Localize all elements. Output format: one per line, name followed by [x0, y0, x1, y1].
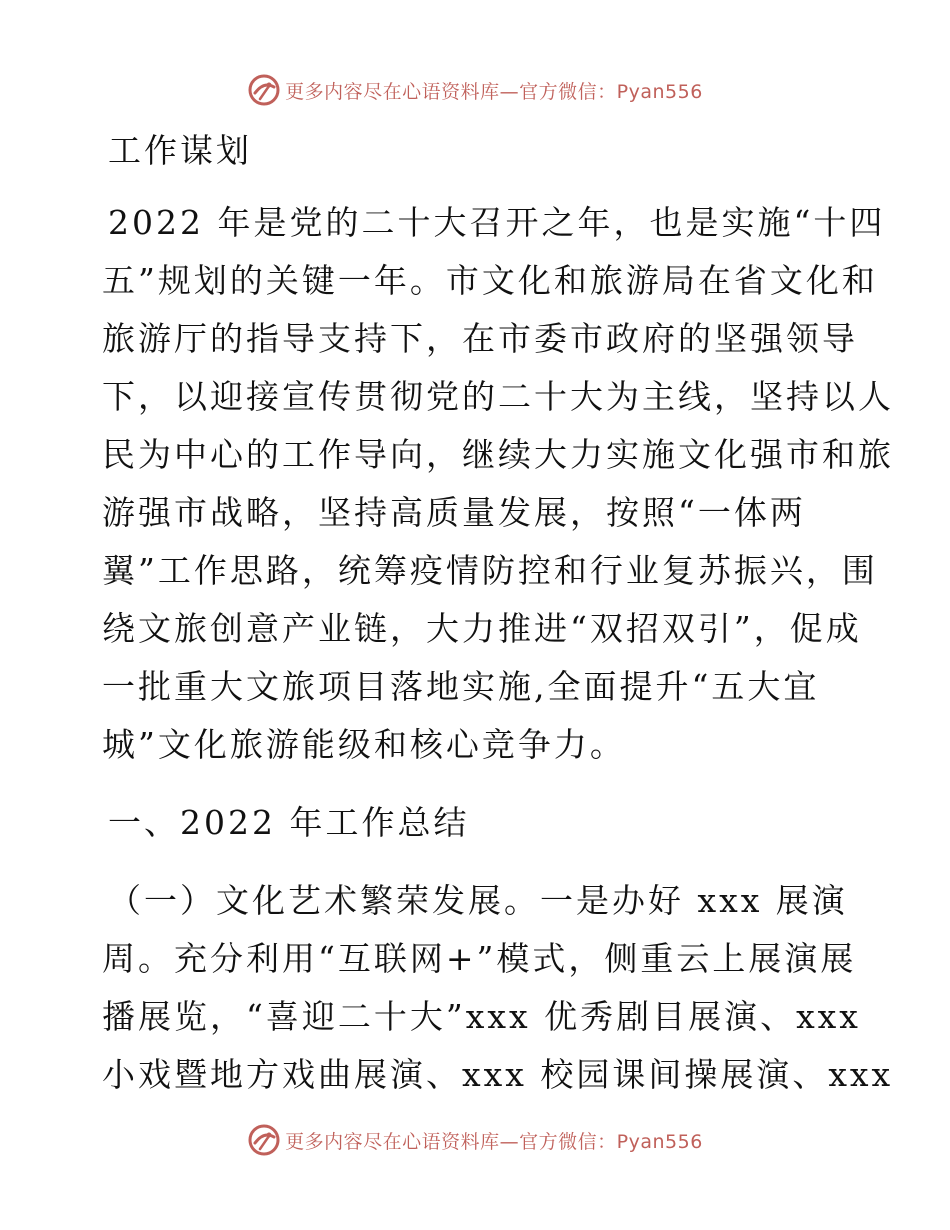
text-line: （一）文化艺术繁荣发展。一是办好 xxx 展演	[108, 881, 848, 920]
brand-logo-icon	[247, 73, 281, 107]
text-line: 绕文旅创意产业链，大力推进“双招双引”，促成	[102, 609, 862, 648]
document-body	[102, 122, 894, 1104]
text-line: 播展览，“喜迎二十大”xxx 优秀剧目展演、xxx	[102, 997, 861, 1036]
text-line: 2022 年是党的二十大召开之年，也是实施“十四	[108, 203, 886, 242]
text-line: 五”规划的关键一年。市文化和旅游局在省文化和	[102, 261, 878, 300]
section-paragraph	[102, 872, 894, 1104]
text-line: 一批重大文旅项目落地实施,全面提升“五大宜	[102, 667, 820, 706]
text-line: 民为中心的工作导向，继续大力实施文化强市和旅	[102, 435, 894, 474]
text-line: 城”文化旅游能级和核心竞争力。	[102, 725, 626, 764]
text-line: 下，以迎接宣传贯彻党的二十大为主线，坚持以人	[102, 377, 894, 416]
text-line: 旅游厅的指导支持下，在市委市政府的坚强领导	[102, 319, 858, 358]
section-heading: 一、2022 年工作总结	[108, 803, 470, 842]
intro-paragraph	[102, 194, 894, 774]
watermark-text: 更多内容尽在心语资料库—官方微信：Pyan556	[285, 80, 703, 103]
text-line: 翼”工作思路，统筹疫情防控和行业复苏振兴，围	[102, 551, 878, 590]
text-line: 游强市战略，坚持高质量发展，按照“一体两	[102, 493, 806, 532]
watermark-text: 更多内容尽在心语资料库—官方微信：Pyan556	[285, 1130, 703, 1153]
text-line: 小戏暨地方戏曲展演、xxx 校园课间操展演、xxx	[102, 1055, 894, 1094]
watermark-footer	[0, 1120, 950, 1160]
document-title: 工作谋划	[108, 131, 252, 170]
brand-logo-icon	[247, 1123, 281, 1157]
watermark-header	[0, 70, 950, 110]
text-line: 周。充分利用“互联网+”模式，侧重云上展演展	[102, 939, 857, 978]
